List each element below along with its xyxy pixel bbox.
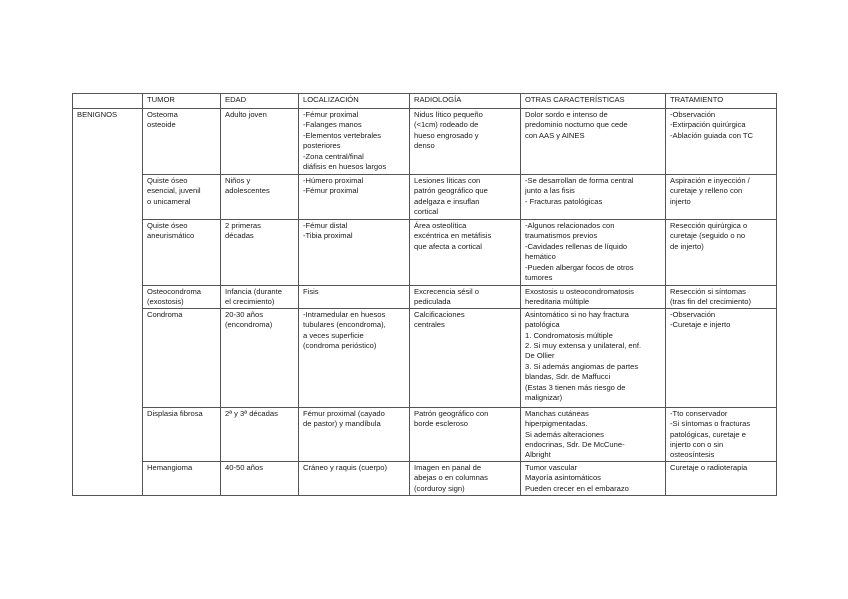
cell-edad: Adulto joven (221, 109, 299, 175)
cell-radiologia: Excrecencia sésil o pediculada (410, 286, 521, 309)
table-row (73, 308, 777, 407)
cell-tratamiento: -Observación -Extirpación quirúrgica -Ablación guiada con TC (666, 109, 777, 175)
cell-localizacion: Fisis (299, 286, 410, 309)
cell-localizacion: -Húmero proximal -Fémur proximal (299, 175, 410, 220)
tumor-table (72, 93, 777, 496)
cell-localizacion: -Intramedular en huesos tubulares (encondroma), a veces superficie (condroma perióstico) (299, 308, 410, 407)
cell-edad: Niños y adolescentes (221, 175, 299, 220)
cell-tumor: Osteoma osteoide (143, 109, 221, 175)
header-tratamiento: TRATAMIENTO (666, 94, 777, 109)
cell-otras: -Algunos relacionados con traumatismos previos -Cavidades rellenas de líquido hemático -Pueden albergar focos de otros tumores (521, 220, 666, 286)
cell-tumor: Condroma (143, 308, 221, 407)
cell-otras: Tumor vascular Mayoría asintomáticos Pueden crecer en el embarazo (521, 461, 666, 495)
table-row (73, 461, 777, 495)
cell-radiologia: Calcificaciones centrales (410, 308, 521, 407)
cell-otras: Asintomático si no hay fractura patológica 1. Condromatosis múltiple 2. Si muy extensa y unilateral, enf. De Ollier 3. Si además angiomas de partes blandas, Sdr. de Maffucci (Estas 3 tienen más riesgo de malignizar) (521, 308, 666, 407)
category-cell: BENIGNOS (73, 109, 143, 496)
cell-radiologia: Patrón geográfico con borde escleroso (410, 407, 521, 461)
table-row (73, 220, 777, 286)
cell-radiologia: Imagen en panal de abejas o en columnas (corduroy sign) (410, 461, 521, 495)
cell-localizacion: Fémur proximal (cayado de pastor) y mandíbula (299, 407, 410, 461)
cell-tumor: Hemangioma (143, 461, 221, 495)
table-row (73, 407, 777, 461)
cell-edad: 2 primeras décadas (221, 220, 299, 286)
cell-radiologia: Nidus lítico pequeño (<1cm) rodeado de hueso engrosado y denso (410, 109, 521, 175)
header-row (73, 94, 777, 109)
cell-tumor: Osteocondroma (exostosis) (143, 286, 221, 309)
cell-tratamiento: Resección quirúrgica o curetaje (seguido o no de injerto) (666, 220, 777, 286)
header-edad: EDAD (221, 94, 299, 109)
cell-tratamiento: -Observación -Curetaje e injerto (666, 308, 777, 407)
cell-localizacion: -Fémur proximal -Falanges manos -Elementos vertebrales posteriores -Zona central/final diáfisis en huesos largos (299, 109, 410, 175)
cell-edad: Infancia (durante el crecimiento) (221, 286, 299, 309)
cell-tratamiento: Curetaje o radioterapia (666, 461, 777, 495)
cell-radiologia: Lesiones líticas con patrón geográfico que adelgaza e insuflan cortical (410, 175, 521, 220)
cell-otras: Dolor sordo e intenso de predominio nocturno que cede con AAS y AINES (521, 109, 666, 175)
table-row (73, 286, 777, 309)
cell-tumor: Quiste óseo aneurismático (143, 220, 221, 286)
cell-otras: -Se desarrollan de forma central junto a las fisis - Fracturas patológicas (521, 175, 666, 220)
header-radiologia: RADIOLOGÍA (410, 94, 521, 109)
table-row (73, 175, 777, 220)
cell-tratamiento: Resección si síntomas (tras fin del crecimiento) (666, 286, 777, 309)
cell-otras: Exostosis u osteocondromatosis hereditaria múltiple (521, 286, 666, 309)
header-blank (73, 94, 143, 109)
cell-tratamiento: -Tto conservador -Si síntomas o fracturas patológicas, curetaje e injerto con o sin osteosíntesis (666, 407, 777, 461)
cell-tumor: Displasia fibrosa (143, 407, 221, 461)
cell-localizacion: -Fémur distal -Tibia proximal (299, 220, 410, 286)
cell-edad: 40-50 años (221, 461, 299, 495)
cell-radiologia: Área osteolítica excéntrica en metáfisis que afecta a cortical (410, 220, 521, 286)
cell-edad: 20-30 años (encondroma) (221, 308, 299, 407)
table-row (73, 109, 777, 175)
header-otras-caracteristicas: OTRAS CARACTERÍSTICAS (521, 94, 666, 109)
header-tumor: TUMOR (143, 94, 221, 109)
header-localizacion: LOCALIZACIÓN (299, 94, 410, 109)
cell-tratamiento: Aspiración e inyección / curetaje y relleno con injerto (666, 175, 777, 220)
cell-otras: Manchas cutáneas hiperpigmentadas. Si además alteraciones endocrinas, Sdr. De McCune- Albright (521, 407, 666, 461)
cell-localizacion: Cráneo y raquis (cuerpo) (299, 461, 410, 495)
cell-tumor: Quiste óseo esencial, juvenil o unicameral (143, 175, 221, 220)
cell-edad: 2ª y 3ª décadas (221, 407, 299, 461)
